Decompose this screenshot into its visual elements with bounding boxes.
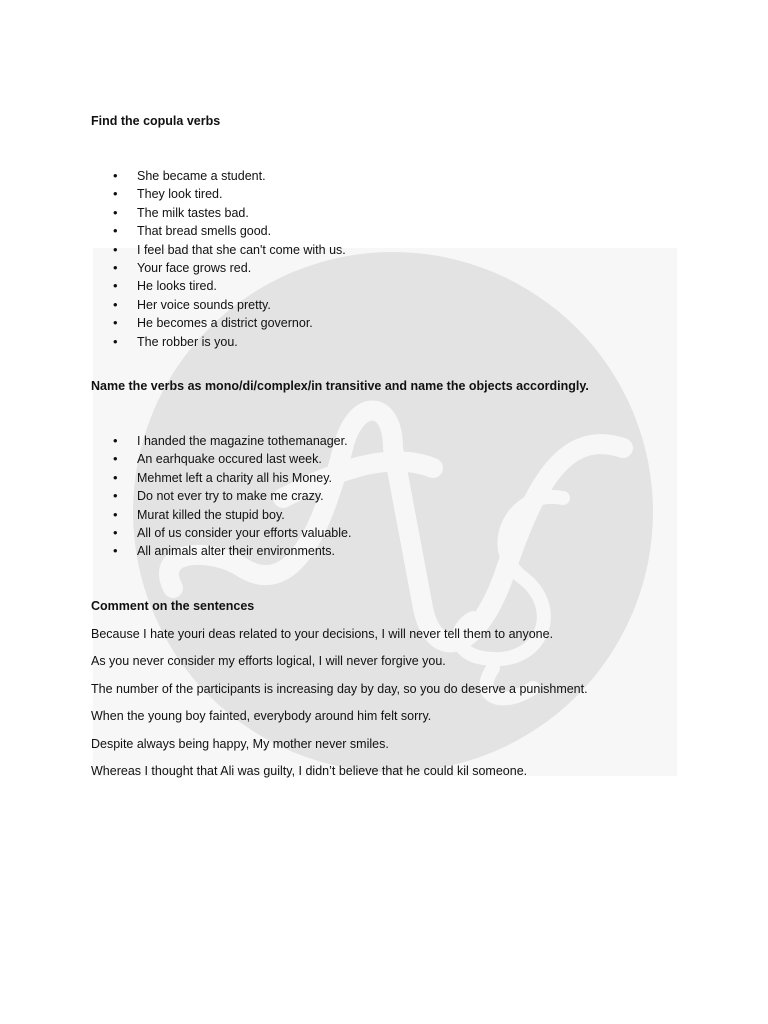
sentence-paragraph: When the young boy fainted, everybody around him felt sorry.	[91, 709, 432, 724]
list-item: • That bread smells good.	[91, 222, 346, 240]
list-item: • I feel bad that she can't come with us.	[91, 241, 346, 259]
comment-sentences	[91, 625, 588, 789]
list-item: • The robber is you.	[91, 333, 346, 351]
list-item: • I handed the magazine tothemanager.	[91, 432, 351, 450]
section2-title: Name the verbs as mono/di/complex/in transitive and name the objects accordingly.	[91, 379, 589, 393]
sentence-paragraph: Whereas I thought that Ali was guilty, I didn’t believe that he could kil someone.	[91, 763, 528, 778]
list-item: • An earhquake occured last week.	[91, 450, 351, 468]
list-item: • Your face grows red.	[91, 259, 346, 277]
transitivity-sentence-list	[91, 432, 351, 561]
list-item: • The milk tastes bad.	[91, 204, 346, 222]
list-item: • They look tired.	[91, 185, 346, 203]
list-item: • Murat killed the stupid boy.	[91, 506, 351, 524]
sentence-paragraph: Because I hate youri deas related to your decisions, I will never tell them to anyone.	[91, 627, 554, 641]
list-item: • All of us consider your efforts valuable.	[91, 524, 351, 542]
list-item: • Her voice sounds pretty.	[91, 296, 346, 314]
sentence-paragraph: Despite always being happy, My mother never smiles.	[91, 736, 389, 751]
section3-title: Comment on the sentences	[91, 599, 255, 613]
list-item: • She became a student.	[91, 167, 346, 185]
section1-title: Find the copula verbs	[91, 114, 221, 128]
list-item: • Mehmet left a charity all his Money.	[91, 469, 351, 487]
sentence-paragraph: The number of the participants is increasing day by day, so you do deserve a punishment.	[91, 681, 588, 696]
sentence-paragraph: As you never consider my efforts logical, I will never forgive you.	[91, 654, 446, 669]
copula-sentence-list	[91, 167, 346, 351]
list-item: • Do not ever try to make me crazy.	[91, 487, 351, 505]
list-item: • He becomes a district governor.	[91, 314, 346, 332]
list-item: • All animals alter their environments.	[91, 542, 351, 560]
list-item: • He looks tired.	[91, 277, 346, 295]
